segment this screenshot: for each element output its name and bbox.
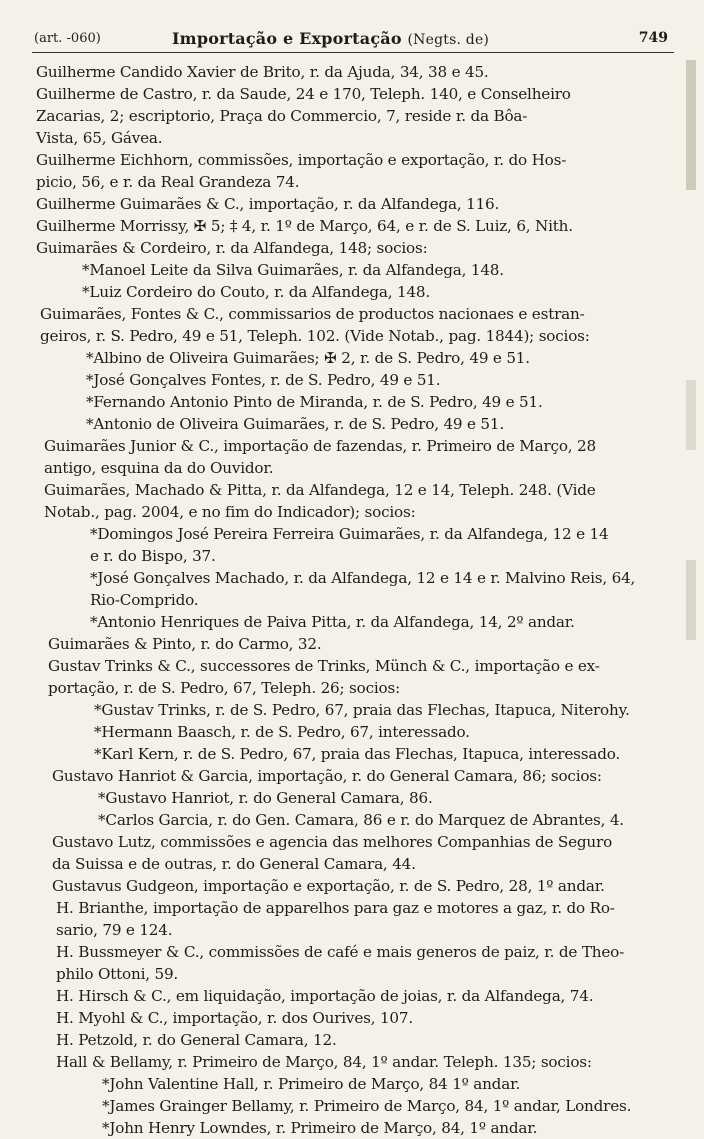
entry-line: Guimarães & Pinto, r. do Carmo, 32. <box>48 635 322 653</box>
entry-line: philo Ottoni, 59. <box>56 965 179 983</box>
entry-line: Rio-Comprido. <box>90 591 199 609</box>
entry-line: *Manoel Leite da Silva Guimarães, r. da Alfandega, 148. <box>82 261 504 279</box>
firm-entry <box>56 1007 676 1029</box>
firm-entry <box>44 435 676 479</box>
entry-line: *Antonio Henriques de Paiva Pitta, r. da Alfandega, 14, 2º andar. <box>90 613 575 631</box>
firm-entry <box>36 83 676 149</box>
entry-line: Guimarães, Fontes & C., commissarios de productos nacionaes e estran- <box>40 305 585 323</box>
entry-line: Hall & Bellamy, r. Primeiro de Março, 84, 1º andar. Teleph. 135; socios: <box>56 1053 592 1071</box>
firm-entry <box>56 985 676 1007</box>
page-header <box>32 28 672 52</box>
article-range: (art. -060) <box>34 31 101 46</box>
entry-line: Guilherme Morrissy, ✠ 5; ‡ 4, r. 1º de Março, 64, e r. de S. Luiz, 6, Nith. <box>36 217 573 235</box>
entry-line: *John Henry Lowndes, r. Primeiro de Março, 84, 1º andar. <box>102 1119 538 1137</box>
entry-line: *Luiz Cordeiro do Couto, r. da Alfandega, 148. <box>82 283 431 301</box>
firm-entry <box>56 1029 676 1051</box>
entry-line: *James Grainger Bellamy, r. Primeiro de Março, 84, 1º andar, Londres. <box>102 1097 632 1115</box>
entry-line: sario, 79 e 124. <box>56 921 173 939</box>
entry-line: da Suissa e de outras, r. do General Camara, 44. <box>52 855 416 873</box>
partner-entry <box>56 1095 676 1117</box>
entry-line: *Antonio de Oliveira Guimarães, r. de S. Pedro, 49 e 51. <box>86 415 504 433</box>
firm-entry <box>56 1051 676 1073</box>
section-subtitle: (Negts. de) <box>407 32 490 48</box>
partner-entry <box>40 369 676 391</box>
partner-entry <box>52 809 676 831</box>
firm-entry <box>36 237 676 259</box>
entry-line: Gustavo Lutz, commissões e agencia das melhores Companhias de Seguro <box>52 833 613 851</box>
entry-line: Zacarias, 2; escriptorio, Praça do Commercio, 7, reside r. da Bôa- <box>36 107 528 125</box>
firm-entry <box>56 941 676 985</box>
firm-entry <box>36 215 676 237</box>
firm-entry <box>44 479 676 523</box>
firm-entry <box>52 875 676 897</box>
entry-line: Notab., pag. 2004, e no fim do Indicador); socios: <box>44 503 416 521</box>
entry-line: *Fernando Antonio Pinto de Miranda, r. de S. Pedro, 49 e 51. <box>86 393 543 411</box>
partner-entry <box>40 391 676 413</box>
partner-entry <box>36 281 676 303</box>
entry-line: *John Valentine Hall, r. Primeiro de Março, 84 1º andar. <box>102 1075 521 1093</box>
binding-shadow <box>686 60 696 190</box>
partner-entry <box>44 523 676 567</box>
partner-entry <box>56 1073 676 1095</box>
entry-line: antigo, esquina da do Ouvidor. <box>44 459 274 477</box>
entry-line: *Domingos José Pereira Ferreira Guimarães, r. da Alfandega, 12 e 14 <box>90 525 609 543</box>
entry-line: Guilherme Guimarães & C., importação, r. da Alfandega, 116. <box>36 195 500 213</box>
entry-line: H. Petzold, r. do General Camara, 12. <box>56 1031 337 1049</box>
entry-line: Guilherme Eichhorn, commissões, importação e exportação, r. do Hos- <box>36 151 567 169</box>
entry-line: H. Bussmeyer & C., commissões de café e mais generos de paiz, r. de Theo- <box>56 943 625 961</box>
entry-line: Guimarães Junior & C., importação de fazendas, r. Primeiro de Março, 28 <box>44 437 596 455</box>
firm-entry <box>56 897 676 941</box>
entry-line: picio, 56, e r. da Real Grandeza 74. <box>36 173 300 191</box>
entry-line: e r. do Bispo, 37. <box>90 547 216 565</box>
partner-entry <box>40 413 676 435</box>
entry-line: *José Gonçalves Fontes, r. de S. Pedro, 49 e 51. <box>86 371 441 389</box>
section-title: Importação e Exportação <box>172 29 402 48</box>
entry-line: *Gustavo Hanriot, r. do General Camara, 86. <box>98 789 433 807</box>
firm-entry <box>36 193 676 215</box>
entry-line: Gustavus Gudgeon, importação e exportação, r. de S. Pedro, 28, 1º andar. <box>52 877 605 895</box>
binding-shadow <box>686 380 696 450</box>
partner-entry <box>48 699 676 721</box>
entry-line: Gustavo Hanriot & Garcia, importação, r. do General Camara, 86; socios: <box>52 767 602 785</box>
entry-line: Guimarães, Machado & Pitta, r. da Alfandega, 12 e 14, Teleph. 248. (Vide <box>44 481 596 499</box>
firm-entry <box>48 633 676 655</box>
binding-shadow <box>686 560 696 640</box>
entry-line: *Hermann Baasch, r. de S. Pedro, 67, interessado. <box>94 723 470 741</box>
partner-entry <box>44 567 676 611</box>
partner-entry <box>56 1117 676 1139</box>
firm-entry <box>36 149 676 193</box>
partner-entry <box>36 259 676 281</box>
firm-entry <box>52 831 676 875</box>
entry-line: Guimarães & Cordeiro, r. da Alfandega, 148; socios: <box>36 239 428 257</box>
entry-line: portação, r. de S. Pedro, 67, Teleph. 26; socios: <box>48 679 400 697</box>
entry-line: Guilherme Candido Xavier de Brito, r. da Ajuda, 34, 38 e 45. <box>36 63 489 81</box>
entry-line: *Carlos Garcia, r. do Gen. Camara, 86 e r. do Marquez de Abrantes, 4. <box>98 811 624 829</box>
entry-line: Vista, 65, Gávea. <box>36 129 163 147</box>
header-rule <box>32 52 674 53</box>
partner-entry <box>48 721 676 743</box>
firm-entry <box>36 61 676 83</box>
directory-entries <box>36 61 676 1139</box>
entry-line: Guilherme de Castro, r. da Saude, 24 e 170, Teleph. 140, e Conselheiro <box>36 85 571 103</box>
entry-line: H. Brianthe, importação de apparelhos para gaz e motores a gaz, r. do Ro- <box>56 899 615 917</box>
entry-line: H. Hirsch & C., em liquidação, importação de joias, r. da Alfandega, 74. <box>56 987 594 1005</box>
entry-line: geiros, r. S. Pedro, 49 e 51, Teleph. 102. (Vide Notab., pag. 1844); socios: <box>40 327 590 345</box>
partner-entry <box>44 611 676 633</box>
page-number: 749 <box>638 30 668 46</box>
entry-line: Gustav Trinks & C., successores de Trinks, Münch & C., importação e ex- <box>48 657 600 675</box>
entry-line: *Karl Kern, r. de S. Pedro, 67, praia das Flechas, Itapuca, interessado. <box>94 745 621 763</box>
entry-line: *José Gonçalves Machado, r. da Alfandega, 12 e 14 e r. Malvino Reis, 64, <box>90 569 636 587</box>
firm-entry <box>40 303 676 347</box>
entry-line: *Gustav Trinks, r. de S. Pedro, 67, praia das Flechas, Itapuca, Niterohy. <box>94 701 630 719</box>
entry-line: *Albino de Oliveira Guimarães; ✠ 2, r. de S. Pedro, 49 e 51. <box>86 349 530 367</box>
firm-entry <box>52 765 676 787</box>
partner-entry <box>52 787 676 809</box>
firm-entry <box>48 655 676 699</box>
page-title <box>172 29 489 48</box>
partner-entry <box>40 347 676 369</box>
partner-entry <box>48 743 676 765</box>
entry-line: H. Myohl & C., importação, r. dos Ourives, 107. <box>56 1009 413 1027</box>
